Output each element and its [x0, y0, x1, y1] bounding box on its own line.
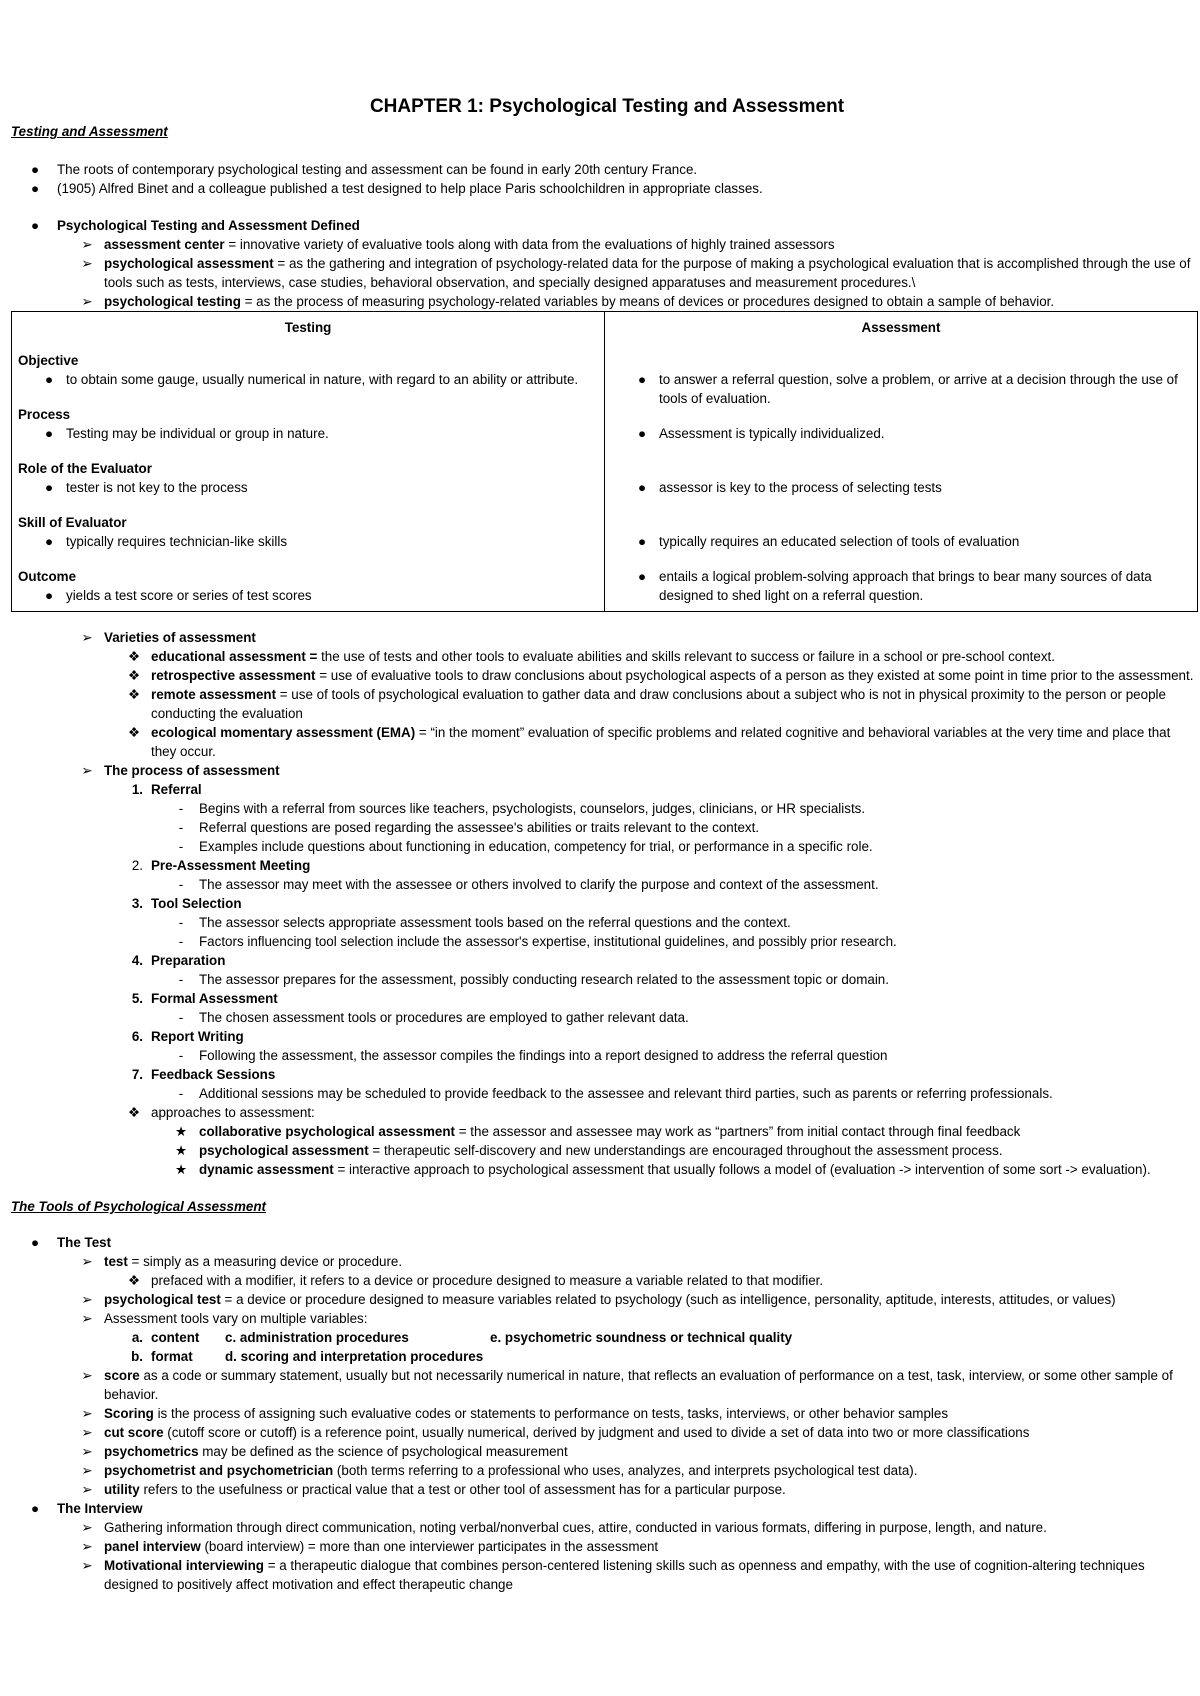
row-label: Role of the Evaluator: [18, 461, 152, 476]
process-step: [11, 1027, 1197, 1046]
variety-item: [11, 723, 1197, 761]
testing-cell: [18, 424, 598, 443]
process-step: [11, 856, 1197, 875]
bullet-icon: ●: [44, 372, 54, 387]
term: psychometrics: [104, 1444, 199, 1459]
arrow-icon: ➢: [81, 1558, 93, 1573]
arrow-icon: ➢: [81, 1406, 93, 1421]
definition: = as the gathering and integration of psychology-related data for the purpose of making a psychological evaluation that is accomplished through the use of tools such as tests, interviews, case studies, behavioral observation, and specially designed apparatuses and measurement procedures.\: [104, 256, 1191, 290]
dash-icon: -: [178, 1048, 184, 1063]
arrow-icon: ➢: [81, 237, 93, 252]
step-title: Feedback Sessions: [151, 1067, 276, 1082]
arrow-icon: ➢: [81, 294, 93, 309]
definition-item: [11, 292, 1197, 311]
dash-icon: -: [178, 915, 184, 930]
arrow-icon: ➢: [81, 256, 93, 271]
bullet-icon: ●: [44, 588, 54, 603]
definition: = simply as a measuring device or procedure.: [127, 1254, 403, 1269]
definition: may be defined as the science of psychological measurement: [198, 1444, 568, 1459]
dash-icon: -: [178, 820, 184, 835]
approach-item: [11, 1141, 1197, 1160]
term: panel interview: [104, 1539, 201, 1554]
bullet-icon: ●: [30, 181, 40, 196]
definition-item: [11, 1404, 1197, 1423]
spacer: [611, 443, 1191, 478]
process-step: [11, 951, 1197, 970]
step-detail: [11, 818, 1197, 837]
cell-text: assessor is key to the process of selecting tests: [659, 480, 942, 495]
bullet-icon: ●: [637, 569, 647, 584]
list-item: [11, 179, 1197, 198]
bullet-icon: ●: [30, 162, 40, 177]
spacer: [11, 141, 1197, 160]
diamond-icon: ❖: [127, 687, 140, 702]
variable-item: content: [151, 1330, 200, 1345]
spacer: [18, 605, 598, 611]
cell-text: Testing may be individual or group in nature.: [66, 426, 329, 441]
definition: (cutoff score or cutoff) is a reference point, usually numerical, derived by judgment and used to divide a set of data into two or more classifications: [163, 1425, 1030, 1440]
testing-cell: [18, 478, 598, 497]
assessment-column: [605, 312, 1198, 612]
dash-icon: -: [178, 934, 184, 949]
term: test: [104, 1254, 128, 1269]
step-title: Pre-Assessment Meeting: [151, 858, 311, 873]
definition-item: [11, 1366, 1197, 1404]
step-title: Formal Assessment: [151, 991, 278, 1006]
definition: = use of tools of psychological evaluation to gather data and draw conclusions about a subject who is not in physical proximity to the person or people conducting the evaluation: [151, 687, 1166, 721]
definition: the use of tests and other tools to evaluate abilities and skills relevant to success or failure in a school or pre-school context.: [317, 649, 1055, 664]
cell-text: yields a test score or series of test scores: [66, 588, 312, 603]
assessment-cell: [611, 478, 1191, 497]
term: remote assessment: [151, 687, 277, 702]
process-step: [11, 894, 1197, 913]
definition-item: [11, 1518, 1197, 1537]
arrow-icon: ➢: [81, 1368, 93, 1383]
step-number: 7.: [131, 1067, 143, 1082]
diamond-icon: ❖: [127, 668, 140, 683]
row-label: Objective: [18, 353, 79, 368]
detail-text: Begins with a referral from sources like teachers, psychologists, counselors, judges, clinicians, or HR specialists.: [199, 801, 866, 816]
list-item: [11, 761, 1197, 780]
assessment-cell: [611, 424, 1191, 443]
list-item: [11, 628, 1197, 647]
spacer: [11, 612, 1197, 628]
diamond-icon: ❖: [127, 649, 140, 664]
arrow-icon: ➢: [81, 1463, 93, 1478]
testing-cell: [18, 586, 598, 605]
bullet-icon: ●: [30, 1235, 40, 1250]
bullet-icon: ●: [637, 426, 647, 441]
step-detail: [11, 932, 1197, 951]
step-title: Preparation: [151, 953, 226, 968]
definition-item: [11, 1537, 1197, 1556]
detail-text: Additional sessions may be scheduled to provide feedback to the assessee and relevant third parties, such as parents or referring professionals.: [199, 1086, 1053, 1101]
definition-item: [11, 1480, 1197, 1499]
spacer: [18, 497, 598, 513]
section-heading: Testing and Assessment: [11, 124, 168, 139]
dash-icon: -: [178, 839, 184, 854]
page-title: CHAPTER 1: Psychological Testing and Assessment: [369, 96, 845, 117]
cell-text: entails a logical problem-solving approach that brings to bear many sources of data designed to shed light on a referral question.: [659, 569, 1152, 603]
list-item: [11, 160, 1197, 179]
step-number: 2.: [131, 858, 143, 873]
diamond-icon: ❖: [127, 725, 140, 740]
spacer: [611, 551, 1191, 567]
dash-icon: -: [178, 1010, 184, 1025]
approach-item: [11, 1122, 1197, 1141]
row-label: Skill of Evaluator: [18, 515, 127, 530]
step-detail: [11, 1084, 1197, 1103]
assessment-cell: [611, 532, 1191, 551]
arrow-icon: ➢: [81, 1520, 93, 1535]
definition: = therapeutic self-discovery and new understandings are encouraged throughout the assessment process.: [368, 1143, 1003, 1158]
variety-item: [11, 647, 1197, 666]
term: retrospective assessment: [151, 668, 316, 683]
variety-item: [11, 685, 1197, 723]
detail-text: Referral questions are posed regarding the assessee's abilities or traits relevant to the context.: [199, 820, 760, 835]
arrow-icon: ➢: [81, 1254, 93, 1269]
bullet-text: The roots of contemporary psychological testing and assessment can be found in early 20th century France.: [57, 162, 698, 177]
step-detail: [11, 1046, 1197, 1065]
variety-item: [11, 666, 1197, 685]
term: dynamic assessment: [199, 1162, 334, 1177]
dash-icon: -: [178, 1086, 184, 1101]
assessment-cell: [611, 567, 1191, 605]
term: Motivational interviewing: [104, 1558, 264, 1573]
row-label: Outcome: [18, 569, 77, 584]
definition-item: [11, 1461, 1197, 1480]
row-label: Process: [18, 407, 71, 422]
process-step: [11, 1065, 1197, 1084]
term: collaborative psychological assessment: [199, 1124, 456, 1139]
bullet-icon: ●: [637, 534, 647, 549]
subheading: Psychological Testing and Assessment Defined: [57, 218, 360, 233]
star-icon: ★: [174, 1143, 187, 1158]
bullet-icon: ●: [30, 1501, 40, 1516]
list-item: [11, 1499, 1197, 1518]
approaches-heading: approaches to assessment:: [151, 1105, 315, 1120]
diamond-icon: ❖: [127, 1105, 140, 1120]
bullet-icon: ●: [44, 534, 54, 549]
dash-icon: -: [178, 877, 184, 892]
process-step: [11, 989, 1197, 1008]
comparison-table: [11, 311, 1198, 612]
step-detail: [11, 1008, 1197, 1027]
star-icon: ★: [174, 1162, 187, 1177]
step-detail: [11, 875, 1197, 894]
term: psychological assessment: [199, 1143, 369, 1158]
list-item: [11, 1252, 1197, 1271]
step-title: Tool Selection: [151, 896, 242, 911]
definition: = as the process of measuring psychology-related variables by means of devices or procedures designed to obtain a sample of behavior.: [240, 294, 1055, 309]
detail-text: The chosen assessment tools or procedures are employed to gather relevant data.: [199, 1010, 689, 1025]
spacer: [18, 389, 598, 405]
step-title: Referral: [151, 782, 202, 797]
spacer: [611, 605, 1191, 611]
approach-item: [11, 1160, 1197, 1179]
detail-text: prefaced with a modifier, it refers to a device or procedure designed to measure a variable related to that modifier.: [151, 1273, 824, 1288]
subheading: The process of assessment: [104, 763, 280, 778]
bullet-icon: ●: [44, 480, 54, 495]
definition-item: [11, 254, 1197, 292]
bullet-icon: ●: [637, 372, 647, 387]
testing-cell: [18, 532, 598, 551]
spacer: [18, 443, 598, 459]
detail-text: The assessor selects appropriate assessment tools based on the referral questions and the context.: [199, 915, 791, 930]
list-item: [11, 1290, 1197, 1309]
detail-text: The assessor prepares for the assessment, possibly conducting research related to the assessment topic or domain.: [199, 972, 889, 987]
list-letter: a.: [131, 1330, 143, 1345]
bullet-text: (1905) Alfred Binet and a colleague published a test designed to help place Paris schoolchildren in appropriate classes.: [57, 181, 763, 196]
variable-item: d. scoring and interpretation procedures: [225, 1349, 484, 1364]
table-row: [12, 312, 1198, 612]
cell-text: Assessment is typically individualized.: [659, 426, 885, 441]
dash-icon: -: [178, 972, 184, 987]
detail-text: The assessor may meet with the assessee or others involved to clarify the purpose and context of the assessment.: [199, 877, 879, 892]
definition: = “in the moment” evaluation of specific problems and related cognitive and behavioral variables at the very time and place that they occur.: [151, 725, 1171, 759]
list-item: [11, 216, 1197, 235]
term: assessment center: [104, 237, 225, 252]
definition-item: [11, 1556, 1197, 1594]
spacer: [18, 551, 598, 567]
cell-text: tester is not key to the process: [66, 480, 248, 495]
list-item: [11, 1103, 1197, 1122]
step-detail: [11, 970, 1197, 989]
definition: = use of evaluative tools to draw conclusions about psychological aspects of a person as they existed at some point in time prior to the assessment.: [315, 668, 1194, 683]
detail-text: Assessment tools vary on multiple variables:: [104, 1311, 368, 1326]
definition: as a code or summary statement, usually but not necessarily numerical in nature, that reflects an evaluation of performance on a test, task, interview, or some other sample of behavior.: [104, 1368, 1173, 1402]
subheading: The Test: [57, 1235, 112, 1250]
process-step: [11, 780, 1197, 799]
arrow-icon: ➢: [81, 1311, 93, 1326]
cell-text: to answer a referral question, solve a problem, or arrive at a decision through the use of tools of evaluation.: [659, 372, 1178, 406]
list-letter: b.: [131, 1349, 143, 1364]
detail-text: Factors influencing tool selection include the assessor's expertise, institutional guidelines, and possibly prior research.: [199, 934, 897, 949]
assessment-cell: [611, 370, 1191, 408]
column-header-assessment: Assessment: [861, 320, 941, 335]
testing-column: [12, 312, 605, 612]
spacer: [11, 1216, 1197, 1233]
definition: = a therapeutic dialogue that combines person-centered listening skills such as openness and empathy, with the use of cognition-altering techniques designed to positively affect motivation and effect therapeutic change: [104, 1558, 1145, 1592]
definition: = the assessor and assessee may work as “partners” from initial contact through final feedback: [455, 1124, 1021, 1139]
step-number: 4.: [131, 953, 143, 968]
arrow-icon: ➢: [81, 1539, 93, 1554]
arrow-icon: ➢: [81, 1292, 93, 1307]
definition: (board interview) = more than one interviewer participates in the assessment: [200, 1539, 659, 1554]
spacer: [611, 408, 1191, 424]
spacer: [11, 1179, 1197, 1197]
subheading: The Interview: [57, 1501, 143, 1516]
variable-item: format: [151, 1349, 193, 1364]
definition: is the process of assigning such evaluative codes or statements to performance on tests, tasks, interviews, or other behavior samples: [153, 1406, 949, 1421]
definition-item: [11, 1442, 1197, 1461]
cell-text: typically requires technician-like skills: [66, 534, 288, 549]
arrow-icon: ➢: [81, 763, 93, 778]
cell-text: typically requires an educated selection of tools of evaluation: [659, 534, 1020, 549]
definition: = a device or procedure designed to measure variables related to psychology (such as intelligence, personality, aptitude, interests, attitudes, or values): [220, 1292, 1116, 1307]
definition: = innovative variety of evaluative tools along with data from the evaluations of highly trained assessors: [224, 237, 835, 252]
list-item: [11, 1271, 1197, 1290]
bullet-icon: ●: [30, 218, 40, 233]
definition-item: [11, 235, 1197, 254]
star-icon: ★: [174, 1124, 187, 1139]
variable-item: c. administration procedures: [225, 1330, 409, 1345]
bullet-icon: ●: [637, 480, 647, 495]
cell-text: to obtain some gauge, usually numerical in nature, with regard to an ability or attribute.: [66, 372, 579, 387]
term: psychological testing: [104, 294, 241, 309]
term: Scoring: [104, 1406, 154, 1421]
term: psychological test: [104, 1292, 221, 1307]
column-header-testing: Testing: [284, 320, 332, 335]
term: cut score: [104, 1425, 164, 1440]
term: psychological assessment: [104, 256, 274, 271]
bullet-icon: ●: [44, 426, 54, 441]
definition: Gathering information through direct communication, noting verbal/nonverbal cues, attire, conducted in various formats, differing in purpose, length, and nature.: [104, 1520, 1047, 1535]
step-number: 1.: [131, 782, 143, 797]
arrow-icon: ➢: [81, 1482, 93, 1497]
diamond-icon: ❖: [127, 1273, 140, 1288]
step-number: 5.: [131, 991, 143, 1006]
step-detail: [11, 913, 1197, 932]
term: ecological momentary assessment (EMA): [151, 725, 416, 740]
detail-text: Examples include questions about functioning in education, competency for trial, or performance in a specific role.: [199, 839, 873, 854]
subheading: Varieties of assessment: [104, 630, 256, 645]
definition-item: [11, 1423, 1197, 1442]
definition: = interactive approach to psychological assessment that usually follows a model of (evaluation -> intervention of some sort -> evaluation).: [333, 1162, 1151, 1177]
arrow-icon: ➢: [81, 630, 93, 645]
step-detail: [11, 837, 1197, 856]
term: educational assessment =: [151, 649, 318, 664]
spacer: [11, 198, 1197, 216]
variables-row: [11, 1328, 1197, 1347]
term: psychometrist and psychometrician: [104, 1463, 334, 1478]
list-item: [11, 1233, 1197, 1252]
step-detail: [11, 799, 1197, 818]
step-number: 6.: [131, 1029, 143, 1044]
document: [11, 92, 1197, 1594]
dash-icon: -: [178, 801, 184, 816]
list-item: [11, 1309, 1197, 1328]
variable-item: e. psychometric soundness or technical quality: [490, 1330, 793, 1345]
arrow-icon: ➢: [81, 1425, 93, 1440]
definition: refers to the usefulness or practical value that a test or other tool of assessment has for a particular purpose.: [139, 1482, 786, 1497]
spacer: [611, 345, 1191, 370]
term: score: [104, 1368, 140, 1383]
term: utility: [104, 1482, 140, 1497]
step-number: 3.: [131, 896, 143, 911]
arrow-icon: ➢: [81, 1444, 93, 1459]
spacer: [611, 497, 1191, 532]
detail-text: Following the assessment, the assessor compiles the findings into a report designed to address the referral question: [199, 1048, 888, 1063]
variables-row: [11, 1347, 1197, 1366]
definition: (both terms referring to a professional who uses, analyzes, and interprets psychological test data).: [333, 1463, 918, 1478]
section-heading: The Tools of Psychological Assessment: [11, 1199, 266, 1214]
step-title: Report Writing: [151, 1029, 244, 1044]
testing-cell: [18, 370, 598, 389]
